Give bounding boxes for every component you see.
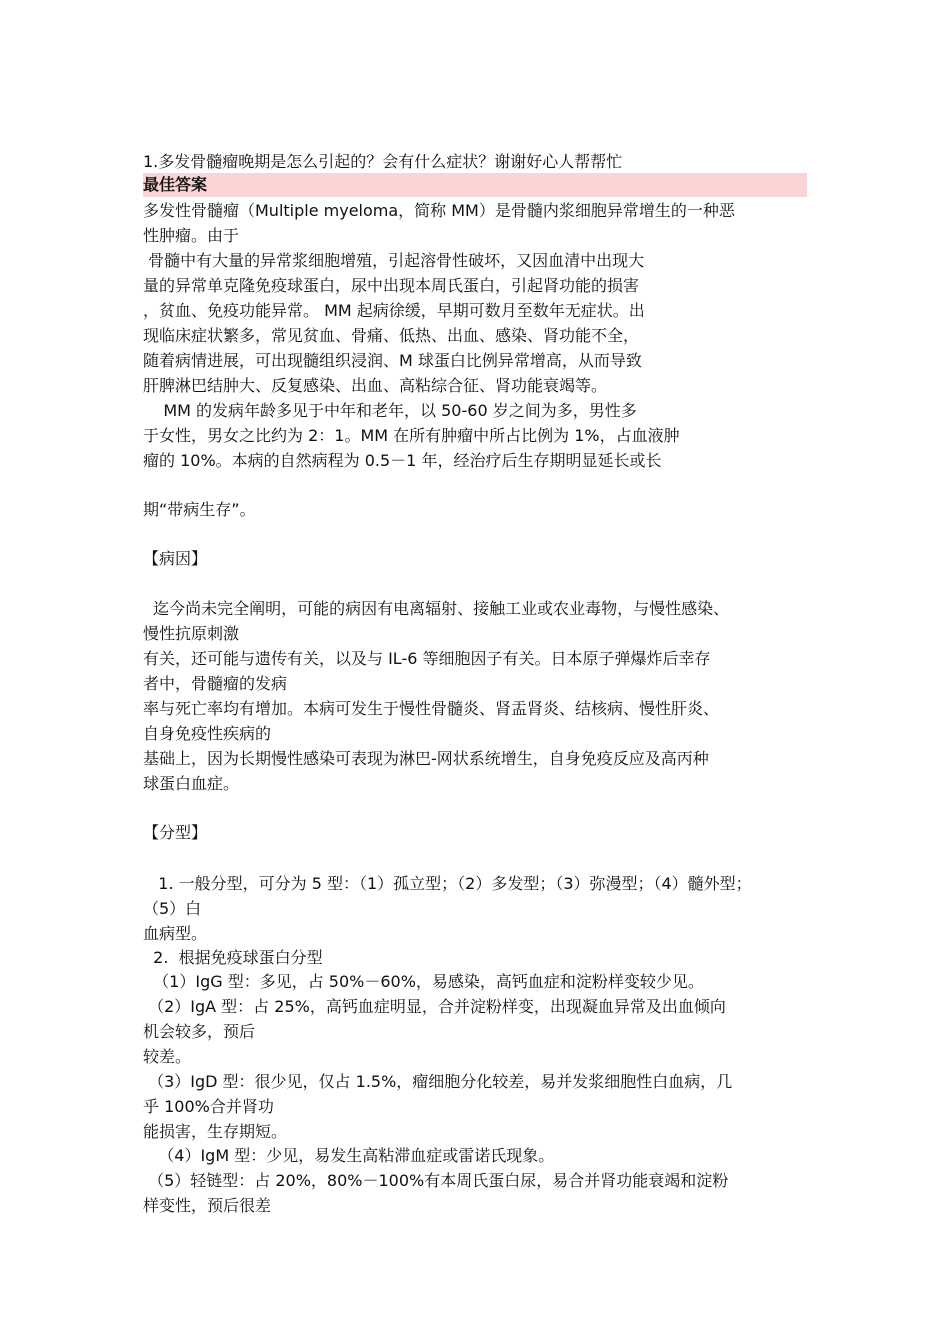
answer-line: 现临床症状繁多，常见贫血、骨痛、低热、出血、感染、肾功能不全， <box>143 326 640 345</box>
type-line: 样变性，预后很差 <box>143 1196 272 1215</box>
type-line: （5）白 <box>143 899 202 918</box>
cause-line: 率与死亡率均有增加。本病可发生于慢性骨髓炎、肾盂肾炎、结核病、慢性肝炎、 <box>143 699 720 718</box>
type-line: （4）IgM 型：少见，易发生高粘滞血症或雷诺氏现象。 <box>143 1146 555 1165</box>
cause-line: 有关，还可能与遗传有关，以及与 IL-6 等细胞因子有关。日本原子弹爆炸后幸存 <box>143 649 711 668</box>
type-heading: 【分型】 <box>143 823 208 842</box>
cause-line: 迄今尚未完全阐明，可能的病因有电离辐射、接触工业或农业毒物，与慢性感染、 <box>143 599 730 618</box>
cause-line: 者中，骨髓瘤的发病 <box>143 674 288 693</box>
type-line: （3）IgD 型：很少见，仅占 1.5%，瘤细胞分化较差，易并发浆细胞性白血病，几 <box>143 1072 733 1091</box>
answer-line: 量的异常单克隆免疫球蛋白，尿中出现本周氏蛋白，引起肾功能的损害 <box>143 276 640 295</box>
answer-line: ，贫血、免疫功能异常。 MM 起病徐缓，早期可数月至数年无症状。出 <box>143 301 645 320</box>
type-line: 1. 一般分型，可分为 5 型：（1）孤立型；（2）多发型；（3）弥漫型；（4）髓外型； <box>143 874 752 893</box>
cause-line: 球蛋白血症。 <box>143 774 240 793</box>
answer-line: 瘤的 10%。本病的自然病程为 0.5－1 年，经治疗后生存期明显延长或长 <box>143 451 662 470</box>
type-line: （1）IgG 型：多见，占 50%－60%，易感染，高钙血症和淀粉样变较少见。 <box>143 972 704 991</box>
cause-line: 慢性抗原刺激 <box>143 624 240 643</box>
answer-line: 随着病情进展，可出现髓组织浸润、M 球蛋白比例异常增高，从而导致 <box>143 351 642 370</box>
answer-line: 骨髓中有大量的异常浆细胞增殖，引起溶骨性破坏，又因血清中出现大 <box>143 251 645 270</box>
type-line: （2）IgA 型：占 25%，高钙血症明显，合并淀粉样变，出现凝血异常及出血倾向 <box>143 997 726 1016</box>
type-line: 血病型。 <box>143 924 208 943</box>
answer-line: 多发性骨髓瘤（Multiple myeloma，简称 MM）是骨髓内浆细胞异常增生的一种恶 <box>143 201 735 220</box>
answer-line: 期“带病生存”。 <box>143 500 256 519</box>
type-line: 能损害，生存期短。 <box>143 1122 288 1141</box>
answer-line: MM 的发病年龄多见于中年和老年，以 50-60 岁之间为多，男性多 <box>143 401 637 420</box>
type-line: 较差。 <box>143 1047 192 1066</box>
type-line: （5）轻链型：占 20%，80%－100%有本周氏蛋白尿，易合并肾功能衰竭和淀粉 <box>143 1171 729 1190</box>
cause-line: 基础上，因为长期慢性感染可表现为淋巴-网状系统增生，自身免疫反应及高丙种 <box>143 749 709 768</box>
cause-heading: 【病因】 <box>143 549 208 568</box>
best-answer-label: 最佳答案 <box>143 173 807 197</box>
question-title: 1.多发骨髓瘤晚期是怎么引起的？会有什么症状？谢谢好心人帮帮忙 <box>143 152 623 171</box>
answer-line: 于女性，男女之比约为 2：1。MM 在所有肿瘤中所占比例为 1%，占血液肿 <box>143 426 680 445</box>
answer-line: 性肿瘤。由于 <box>143 226 240 245</box>
type-line: 乎 100%合并肾功 <box>143 1097 274 1116</box>
type-line: 2. 根据免疫球蛋白分型 <box>143 948 323 967</box>
answer-line: 肝脾淋巴结肿大、反复感染、出血、高粘综合征、肾功能衰竭等。 <box>143 376 608 395</box>
type-line: 机会较多，预后 <box>143 1022 256 1041</box>
cause-line: 自身免疫性疾病的 <box>143 724 272 743</box>
